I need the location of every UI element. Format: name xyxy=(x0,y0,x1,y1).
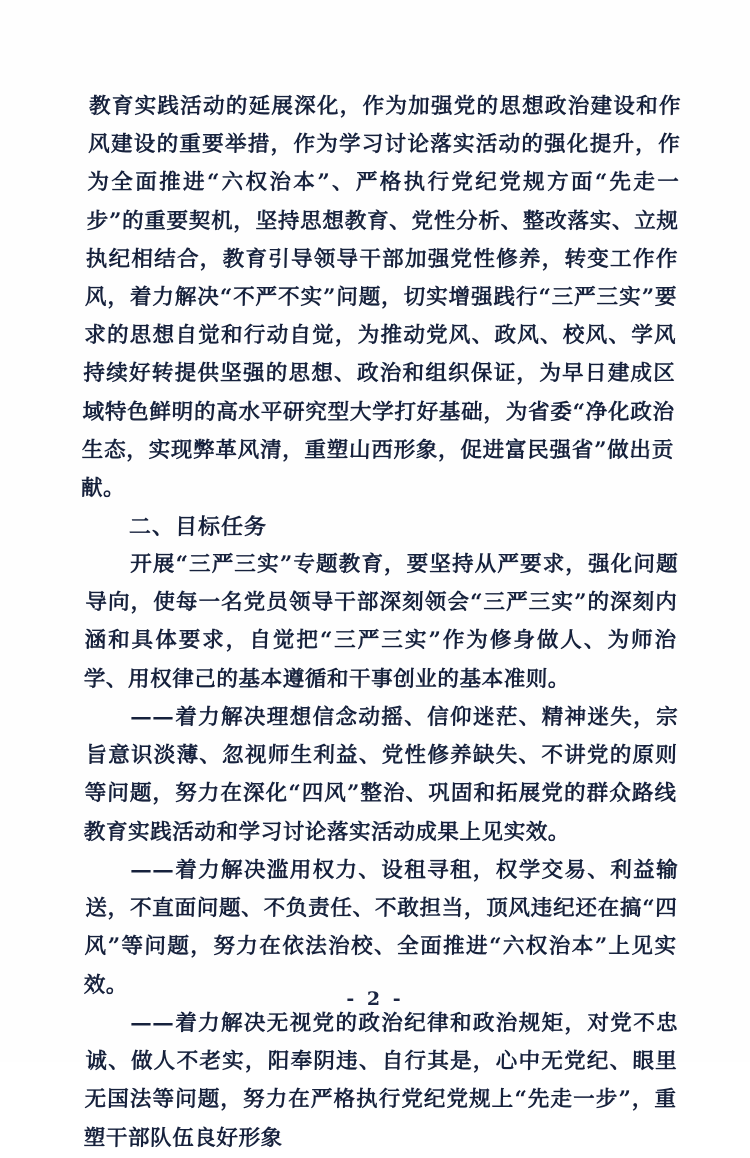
paragraph-3: ——着力解决理想信念动摇、信仰迷茫、精神迷失，宗旨意识淡薄、忽视师生利益、党性修养缺失、不讲党的原则等问题，努力在深化“四风”整治、巩固和拓展党的群众路线教育实践活动和学习讨论落实活动成果上见实效。 xyxy=(83,705,679,845)
paragraph-2: 开展“三严三实”专题教育，要坚持从严要求，强化问题导向，使每一名党员领导干部深刻领会“三严三实”的深刻内涵和具体要求，自觉把“三严三实”作为修身做人、为师治学、用权律己的基本遵循和干事创业的基本准则。 xyxy=(83,552,679,693)
paragraph-4: ——着力解决滥用权力、设租寻租，权学交易、利益输送，不直面问题、不负责任、不敢担当，顶风违纪还在搞“四风”等问题，努力在依法治校、全面推进“六权治本”上见实效。 xyxy=(83,858,679,998)
section-heading-goals: 二、目标任务 xyxy=(128,514,268,541)
paragraph-5: ——着力解决无视党的政治纪律和政治规矩，对党不忠诚、做人不老实，阳奉阴违、自行其是，心中无党纪、眼里无国法等问题，努力在严格执行党纪党规上“先走一步”，重塑干部队伍良好形象 xyxy=(83,1010,679,1151)
paragraph-1: 教育实践活动的延展深化，作为加强党的思想政治建设和作风建设的重要举措，作为学习讨论落实活动的强化提升，作为全面推进“六权治本”、严格执行党纪党规方面“先走一步”的重要契机，坚持思想教育、党性分析、整改落实、立规执纪相结合，教育引导领导干部加强党性修养，转变工作作风，着力解决“不严不实”问题，切实增强践行“三严三实”要求的思想自觉和行动自觉，为推动党风、政风、校风、学风持续好转提供坚强的思想、政治和组织保证，为早日建成区域特色鲜明的高水平研究型大学打好基础，为省委“净化政治生态，实现弊革风清，重塑山西形象，促进富民强省”做出贡献。 xyxy=(80,94,682,502)
page-number: - 2 - xyxy=(346,988,404,1010)
